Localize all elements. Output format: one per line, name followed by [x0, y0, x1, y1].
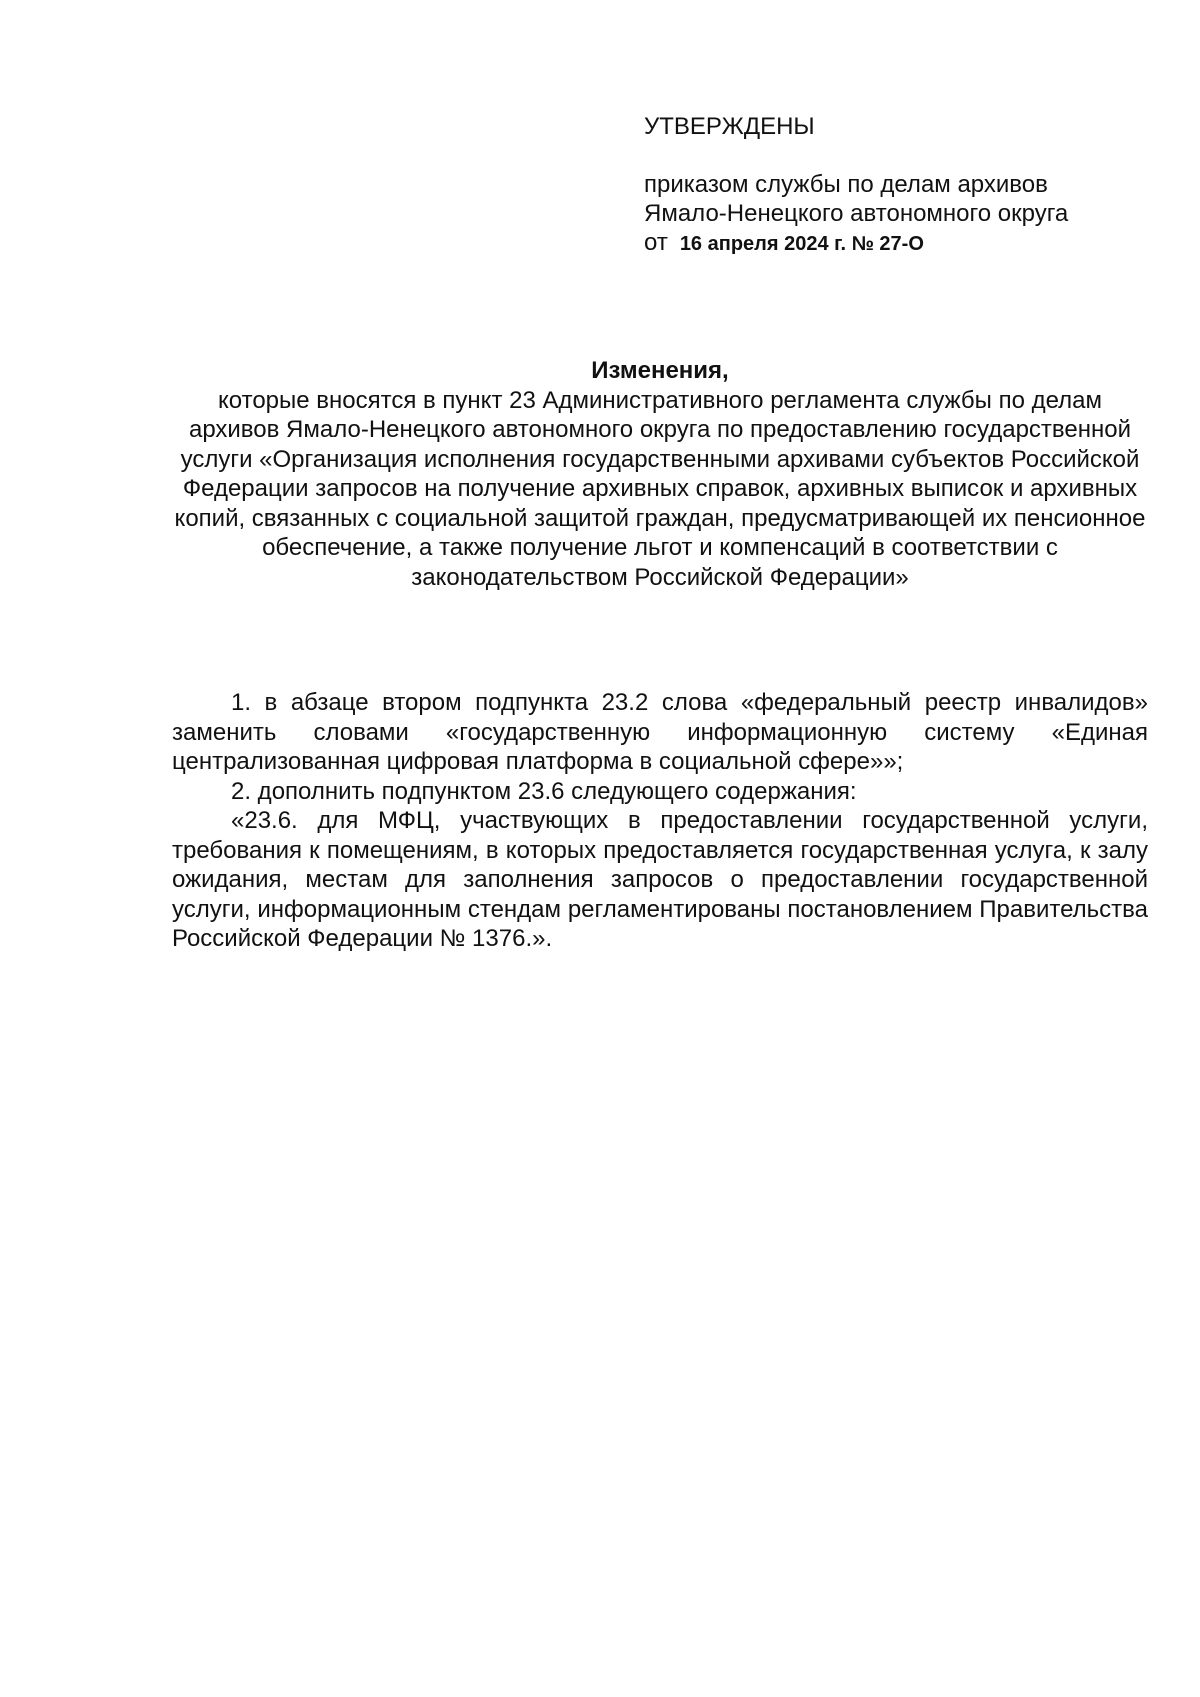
approved-label: УТВЕРЖДЕНЫ — [644, 113, 815, 140]
document-title — [172, 356, 1148, 592]
document-subtitle: которые вносятся в пункт 23 Административного регламента службы по делам архивов Ямало-Ненецкого автономного округа по предоставлению государственной услуги «Организация исполнения государственными архивами субъектов Российской Федерации запросов на получение архивных справок, архивных выписок и архивных копий, связанных с социальной защитой граждан, предусматривающей их пенсионное обеспечение, а также получение льгот и компенсаций в соответствии с законодательством Российской Федерации» — [174, 386, 1146, 591]
document-body — [172, 688, 1148, 954]
approval-block — [644, 112, 1164, 259]
paragraph-2: 2. дополнить подпунктом 23.6 следующего содержания: — [231, 777, 857, 805]
paragraph-1: 1. в абзаце втором подпункта 23.2 слова «федеральный реестр инвалидов» заменить словами «государственную информационную систему «Единая централизованная цифровая платформа в социальной сфере»»; — [172, 689, 1148, 775]
order-date-number: 16 апреля 2024 г. № 27-О — [679, 233, 924, 255]
date-prefix: от — [644, 229, 668, 256]
paragraph-3: «23.6. для МФЦ, участвующих в предоставлении государственной услуги, требования к помещениям, в которых предоставляется государственная услуга, к залу ожидания, местам для заполнения запросов о предоставлении государственной услуги, информационным стендам регламентированы постановлением Правительства Российской Федерации № 1376.». — [172, 807, 1148, 952]
document-heading: Изменения, — [591, 357, 729, 384]
order-line-2: Ямало-Ненецкого автономного округа — [644, 200, 1069, 227]
order-line-1: приказом службы по делам архивов — [644, 171, 1048, 198]
order-date-line — [644, 228, 1164, 259]
